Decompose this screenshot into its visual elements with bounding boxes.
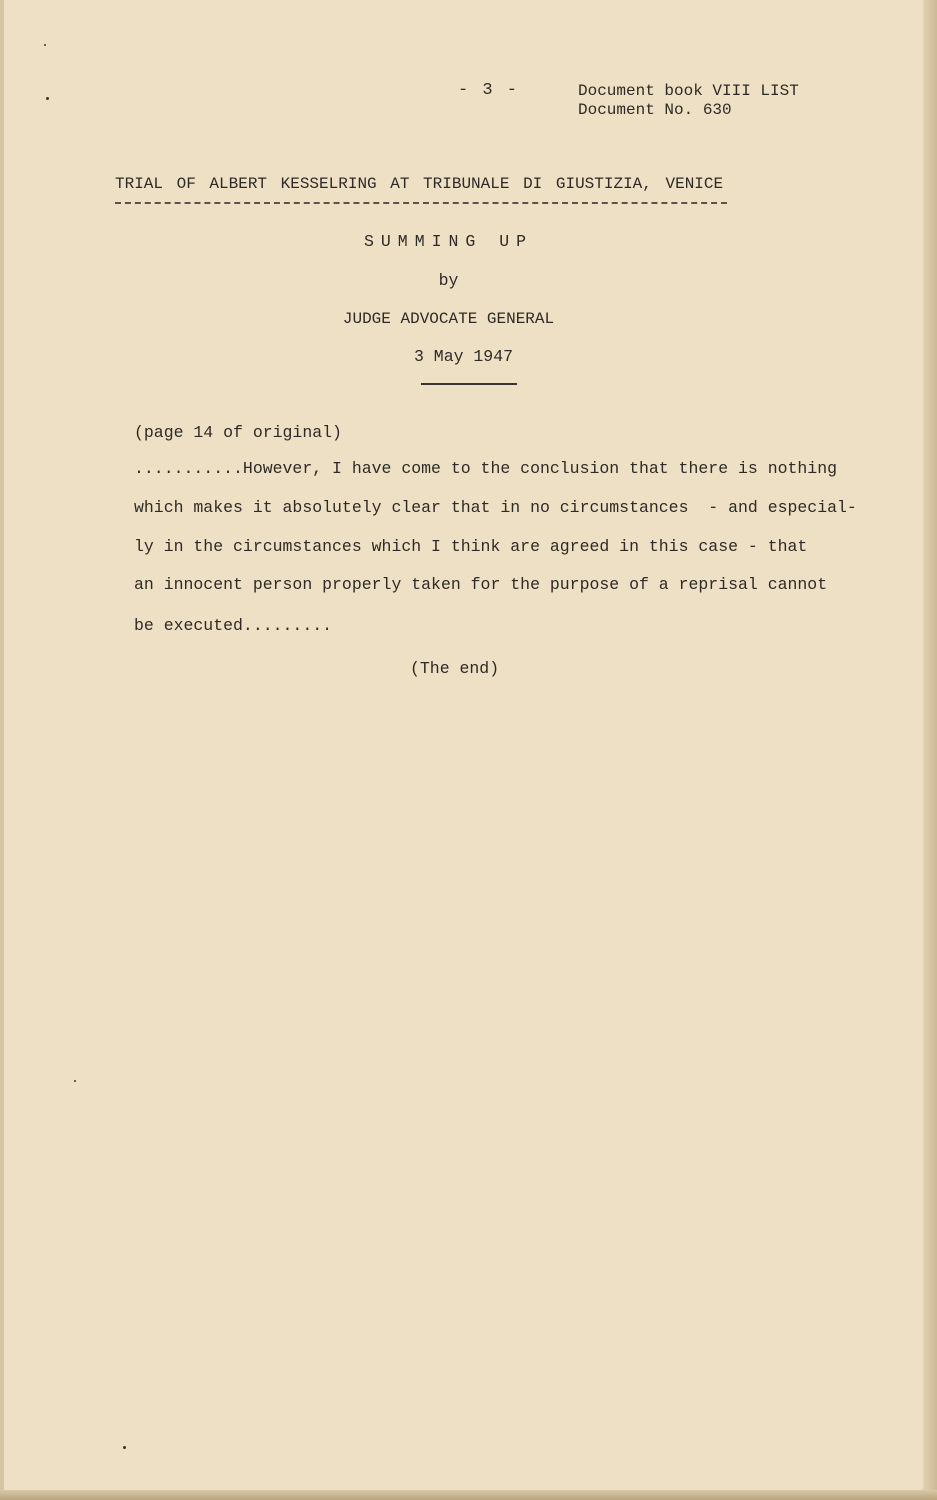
- page-reference: (page 14 of original): [134, 423, 342, 442]
- dashed-divider: [115, 202, 727, 204]
- body-line: an innocent person properly taken for the purpose of a reprisal cannot: [134, 575, 828, 594]
- paper-speck: [44, 44, 46, 46]
- short-divider: [421, 383, 517, 385]
- document-reference: [578, 82, 799, 120]
- paper-edge-right: [923, 0, 937, 1500]
- by-line: by: [438, 271, 459, 290]
- paper-speck: [123, 1446, 126, 1449]
- body-line: which makes it absolutely clear that in no circumstances - and especial-: [134, 498, 857, 517]
- document-number: Document No. 630: [578, 101, 732, 119]
- paper-edge-bottom: [0, 1490, 937, 1500]
- author-line: JUDGE ADVOCATE GENERAL: [342, 310, 555, 328]
- date-line: 3 May 1947: [413, 347, 514, 366]
- trial-heading: TRIAL OF ALBERT KESSELRING AT TRIBUNALE DI GIUSTIZIA, VENICE: [115, 175, 724, 193]
- paper-speck: [46, 97, 49, 100]
- document-book: Document book VIII LIST: [578, 82, 799, 100]
- summing-up-heading: SUMMING UP: [363, 232, 534, 251]
- paper-edge-left: [0, 0, 4, 1500]
- body-line: ly in the circumstances which I think are agreed in this case - that: [134, 537, 808, 556]
- paper-speck: [74, 1080, 76, 1082]
- the-end-marker: (The end): [410, 659, 500, 678]
- body-line: ...........However, I have come to the conclusion that there is nothing: [134, 459, 838, 478]
- page-number: - 3 -: [458, 81, 520, 100]
- body-line: be executed.........: [134, 616, 333, 635]
